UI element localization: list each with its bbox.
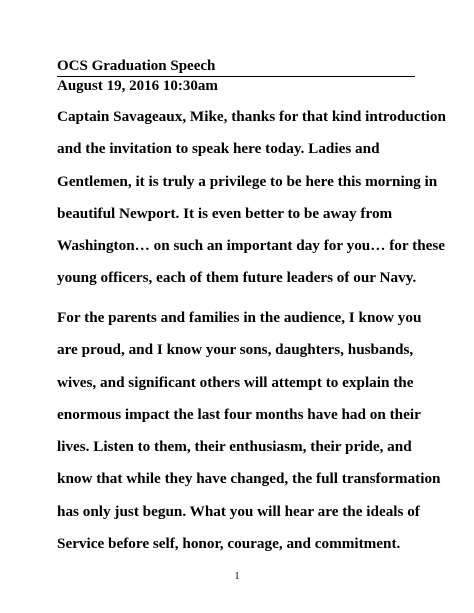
paragraph-line: For the parents and families in the audience, I know you [57,309,422,326]
paragraph-line: Captain Savageaux, Mike, thanks for that kind introduction [57,108,446,125]
page-number: 1 [234,571,240,582]
paragraph-line: Service before self, honor, courage, and commitment. [57,535,401,553]
paragraph-line: young officers, each of them future leaders of our Navy. [57,269,417,287]
paragraph-line: know that while they have changed, the full transformation [57,470,441,488]
paragraph-line: Washington… on such an important day for you… for these [57,237,446,255]
paragraph-line: Gentlemen, it is truly a privilege to be here this morning in [57,172,438,190]
paragraph-1 [57,108,446,302]
paragraph-line: beautiful Newport. It is even better to be away from [57,204,393,222]
document-title: OCS Graduation Speech [57,57,415,77]
paragraph-line: lives. Listen to them, their enthusiasm, their pride, and [57,438,412,456]
paragraph-line: are proud, and I know your sons, daughters, husbands, [57,341,414,359]
paragraph-2 [57,309,441,567]
paragraph-line: enormous impact the last four months have had on their [57,405,421,423]
document-date: August 19, 2016 10:30am [57,78,218,94]
paragraph-line: wives, and significant others will attempt to explain the [57,373,414,391]
paragraph-line: and the invitation to speak here today. Ladies and [57,140,380,158]
paragraph-line: has only just begun. What you will hear are the ideals of [57,502,420,520]
